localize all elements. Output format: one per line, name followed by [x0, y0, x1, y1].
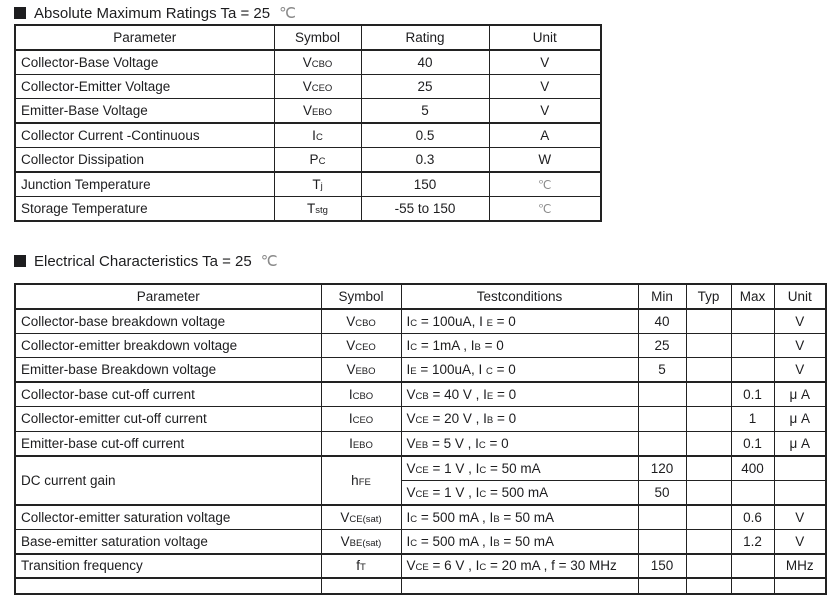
testconditions-cell [401, 309, 638, 334]
column-header-typ: Typ [686, 284, 731, 309]
text-run: = 0 [493, 387, 517, 402]
symbol-cell [321, 529, 401, 554]
column-header-min: Min [638, 284, 686, 309]
parameter-cell: Collector Dissipation [15, 148, 274, 173]
parameter-cell: Base-emitter saturation voltage [15, 529, 321, 554]
column-header-max: Max [731, 284, 774, 309]
symbol-subscript: B [486, 415, 494, 427]
column-header-parameter: Parameter [15, 284, 321, 309]
text-run: V [302, 78, 312, 94]
max-cell: 0.1 [731, 382, 774, 407]
unit-cell: V [774, 505, 826, 530]
symbol-cell [274, 50, 361, 75]
typ-cell [686, 431, 731, 456]
min-cell [638, 382, 686, 407]
parameter-cell: Collector-base cut-off current [15, 382, 321, 407]
text-run: V [302, 54, 312, 70]
symbol-cell [321, 431, 401, 456]
parameter-cell: Collector-Base Voltage [15, 50, 274, 75]
parameter-cell: Storage Temperature [15, 197, 274, 222]
section-bullet-icon [14, 255, 26, 267]
max-cell: 1.2 [731, 529, 774, 554]
testconditions-cell [401, 529, 638, 554]
symbol-subscript: j [320, 181, 323, 192]
symbol-cell [274, 74, 361, 99]
text-run: = 40 V , I [428, 387, 487, 402]
testconditions-cell [401, 407, 638, 432]
min-cell: 50 [638, 480, 686, 505]
testconditions-cell [401, 382, 638, 407]
abs-max-tbody [15, 50, 601, 222]
text-run: I [348, 387, 353, 402]
parameter-cell: Emitter-base cut-off current [15, 431, 321, 456]
table-row [15, 333, 826, 358]
section-title-electrical-characteristics [14, 252, 278, 270]
text-run: = 1 V , I [428, 484, 480, 500]
symbol-subscript: EB [415, 439, 429, 451]
rating-cell: 0.3 [361, 148, 489, 173]
testconditions-cell [401, 505, 638, 530]
text-run: I [406, 337, 411, 353]
symbol-subscript: C [479, 464, 487, 476]
testconditions-cell [401, 333, 638, 358]
symbol-subscript: EBO [311, 107, 333, 118]
text-run: = 500 mA , I [417, 533, 494, 549]
table-row [15, 123, 601, 148]
unit-cell: V [774, 358, 826, 383]
parameter-cell: Emitter-Base Voltage [15, 99, 274, 124]
symbol-cell [321, 358, 401, 383]
parameter-cell: Collector-base breakdown voltage [15, 309, 321, 334]
parameter-cell: Collector-emitter saturation voltage [15, 505, 321, 530]
partial-row [15, 578, 826, 594]
symbol-subscript: CEO [355, 341, 376, 353]
symbol-subscript: C [479, 562, 487, 574]
unit-cell: V [489, 50, 601, 75]
empty-cell [15, 578, 321, 594]
symbol-cell [274, 148, 361, 173]
symbol-subscript: B [493, 537, 500, 549]
text-run: = 0 [492, 362, 516, 377]
min-cell: 120 [638, 456, 686, 481]
column-header-unit: Unit [774, 284, 826, 309]
testconditions-cell [401, 358, 638, 383]
text-run: = 50 mA [499, 533, 555, 549]
symbol-subscript: CEO [352, 415, 374, 427]
min-cell: 150 [638, 554, 686, 579]
symbol-subscript: B [493, 513, 500, 525]
text-run: = 0 [493, 411, 517, 427]
text-run: = 20 mA , f = 30 MHz [486, 558, 617, 574]
testconditions-cell [401, 431, 638, 456]
empty-cell [731, 578, 774, 594]
symbol-subscript: BE(sat) [349, 537, 382, 549]
unit-cell: ℃ [489, 197, 601, 222]
unit-cell [774, 456, 826, 481]
unit-cell: V [489, 74, 601, 99]
text-run: V [406, 460, 416, 476]
column-header-symbol: Symbol [274, 25, 361, 50]
symbol-subscript: CEO [311, 82, 333, 94]
symbol-subscript: C [486, 366, 493, 377]
table-row [15, 99, 601, 124]
min-cell [638, 529, 686, 554]
text-run: V [340, 509, 350, 525]
text-run: h [351, 472, 359, 488]
symbol-subscript: CE [415, 464, 429, 476]
typ-cell [686, 333, 731, 358]
text-run: = 100uA, I [417, 313, 487, 329]
rating-cell: 150 [361, 172, 489, 197]
text-run: I [349, 435, 353, 451]
symbol-subscript: C [410, 341, 418, 353]
section-title-absolute-maximum-ratings [14, 4, 296, 22]
column-header-testconditions: Testconditions [401, 284, 638, 309]
table-row [15, 382, 826, 407]
parameter-cell: Collector Current -Continuous [15, 123, 274, 148]
text-run: V [346, 313, 356, 329]
rating-cell: -55 to 150 [361, 197, 489, 222]
header-row [15, 25, 601, 50]
symbol-subscript: CE [415, 562, 429, 574]
unit-cell: V [774, 529, 826, 554]
typ-cell [686, 358, 731, 383]
symbol-subscript: EBO [355, 366, 376, 377]
symbol-cell [274, 99, 361, 124]
text-run: = 50 mA [499, 509, 555, 525]
min-cell: 25 [638, 333, 686, 358]
symbol-cell [274, 172, 361, 197]
unit-cell: V [489, 99, 601, 124]
text-run: = 1 V , I [428, 460, 480, 476]
max-cell: 400 [731, 456, 774, 481]
parameter-cell: Transition frequency [15, 554, 321, 579]
text-run: I [348, 411, 353, 427]
text-run: V [406, 435, 416, 451]
text-run: I [406, 362, 411, 377]
elec-table [14, 283, 827, 595]
text-run: = 5 V , I [428, 435, 479, 451]
column-header-parameter: Parameter [15, 25, 274, 50]
symbol-subscript: B [474, 341, 481, 353]
min-cell [638, 431, 686, 456]
table-row [15, 74, 601, 99]
empty-cell [321, 578, 401, 594]
text-run: = 500 mA [486, 484, 549, 500]
column-header-rating: Rating [361, 25, 489, 50]
text-run: V [406, 484, 416, 500]
symbol-subscript: CE [415, 488, 429, 500]
table-row [15, 456, 826, 481]
table-row [15, 309, 826, 334]
max-cell: 1 [731, 407, 774, 432]
table-row [15, 358, 826, 383]
symbol-cell [321, 333, 401, 358]
table-row [15, 148, 601, 173]
max-cell [731, 309, 774, 334]
text-run: T [307, 201, 316, 216]
column-header-symbol: Symbol [321, 284, 401, 309]
text-run: = 0 [492, 313, 516, 329]
column-header-unit: Unit [489, 25, 601, 50]
text-run: = 20 V , I [428, 411, 487, 427]
table-row [15, 554, 826, 579]
parameter-cell: Collector-Emitter Voltage [15, 74, 274, 99]
symbol-cell [321, 505, 401, 530]
typ-cell [686, 505, 731, 530]
text-run: V [340, 533, 350, 549]
max-cell: 0.6 [731, 505, 774, 530]
max-cell [731, 480, 774, 505]
symbol-subscript: C [478, 439, 486, 451]
typ-cell [686, 456, 731, 481]
rating-cell: 0.5 [361, 123, 489, 148]
typ-cell [686, 529, 731, 554]
symbol-subscript: CB [415, 391, 429, 402]
elec-table-header [15, 284, 826, 309]
text-run: V [406, 558, 416, 574]
table-row [15, 50, 601, 75]
symbol-subscript: C [318, 156, 326, 167]
unit-cell: μ A [774, 407, 826, 432]
text-run: V [406, 387, 416, 402]
max-cell [731, 333, 774, 358]
text-run: f [356, 558, 360, 574]
unit-cell [774, 480, 826, 505]
text-run: T [312, 177, 321, 192]
symbol-subscript: E [486, 391, 494, 402]
degree-symbol: ℃ [260, 253, 278, 270]
symbol-subscript: C [315, 132, 323, 143]
symbol-subscript: C [410, 317, 418, 329]
text-run: V [346, 362, 356, 377]
parameter-cell: Collector-emitter breakdown voltage [15, 333, 321, 358]
text-run: I [406, 313, 411, 329]
unit-cell: MHz [774, 554, 826, 579]
text-run: V [302, 103, 312, 118]
parameter-cell: Emitter-base Breakdown voltage [15, 358, 321, 383]
unit-cell: W [489, 148, 601, 173]
rating-cell: 40 [361, 50, 489, 75]
degree-symbol: ℃ [279, 5, 296, 22]
symbol-subscript: stg [315, 205, 328, 216]
empty-cell [638, 578, 686, 594]
min-cell: 5 [638, 358, 686, 383]
unit-cell: V [774, 309, 826, 334]
section-title-text: Absolute Maximum Ratings Ta = 25 [34, 4, 271, 22]
text-run: = 0 [480, 337, 504, 353]
unit-cell: V [774, 333, 826, 358]
empty-cell [401, 578, 638, 594]
table-row [15, 431, 826, 456]
table-row [15, 407, 826, 432]
testconditions-cell [401, 480, 638, 505]
typ-cell [686, 407, 731, 432]
symbol-cell [321, 407, 401, 432]
text-run: = 500 mA , I [417, 509, 494, 525]
typ-cell [686, 554, 731, 579]
parameter-cell: Collector-emitter cut-off current [15, 407, 321, 432]
text-run: V [406, 411, 416, 427]
elec-tbody [15, 309, 826, 595]
symbol-subscript: C [410, 513, 418, 525]
text-run: I [406, 533, 411, 549]
empty-cell [774, 578, 826, 594]
text-run: I [312, 128, 316, 143]
symbol-subscript: E [486, 317, 493, 329]
text-run: = 6 V , I [428, 558, 480, 574]
section-bullet-icon [14, 7, 26, 19]
rating-cell: 5 [361, 99, 489, 124]
unit-cell: ℃ [489, 172, 601, 197]
symbol-subscript: CBO [355, 317, 376, 329]
text-run: = 0 [485, 435, 509, 451]
symbol-cell [274, 197, 361, 222]
parameter-cell: DC current gain [15, 456, 321, 505]
text-run: I [406, 509, 411, 525]
unit-cell: μ A [774, 382, 826, 407]
max-cell [731, 554, 774, 579]
symbol-cell [321, 382, 401, 407]
table-row [15, 505, 826, 530]
symbol-subscript: CE(sat) [349, 513, 382, 525]
symbol-cell [274, 123, 361, 148]
typ-cell [686, 480, 731, 505]
symbol-subscript: E [410, 366, 417, 377]
abs-max-table [14, 24, 602, 222]
unit-cell: A [489, 123, 601, 148]
unit-cell: μ A [774, 431, 826, 456]
text-run: = 100uA, I [416, 362, 487, 377]
max-cell [731, 358, 774, 383]
symbol-subscript: C [410, 537, 418, 549]
table-row [15, 197, 601, 222]
table-row [15, 529, 826, 554]
section-title-text: Electrical Characteristics Ta = 25 [34, 252, 252, 270]
symbol-subscript: EBO [352, 439, 373, 451]
symbol-subscript: CE [415, 415, 429, 427]
testconditions-cell [401, 456, 638, 481]
min-cell: 40 [638, 309, 686, 334]
typ-cell [686, 382, 731, 407]
symbol-subscript: CBO [311, 58, 333, 70]
text-run: = 1mA , I [417, 337, 475, 353]
testconditions-cell [401, 554, 638, 579]
min-cell [638, 407, 686, 432]
typ-cell [686, 309, 731, 334]
rating-cell: 25 [361, 74, 489, 99]
symbol-subscript: FE [358, 476, 371, 488]
symbol-cell [321, 456, 401, 505]
min-cell [638, 505, 686, 530]
text-run: V [346, 337, 356, 353]
symbol-subscript: C [479, 488, 487, 500]
table-row [15, 172, 601, 197]
text-run: P [309, 152, 319, 167]
symbol-cell [321, 309, 401, 334]
symbol-subscript: T [359, 562, 366, 574]
max-cell: 0.1 [731, 431, 774, 456]
abs-max-table-header [15, 25, 601, 50]
parameter-cell: Junction Temperature [15, 172, 274, 197]
empty-cell [686, 578, 731, 594]
symbol-cell [321, 554, 401, 579]
text-run: = 50 mA [486, 460, 541, 476]
symbol-subscript: CBO [352, 391, 374, 402]
header-row [15, 284, 826, 309]
